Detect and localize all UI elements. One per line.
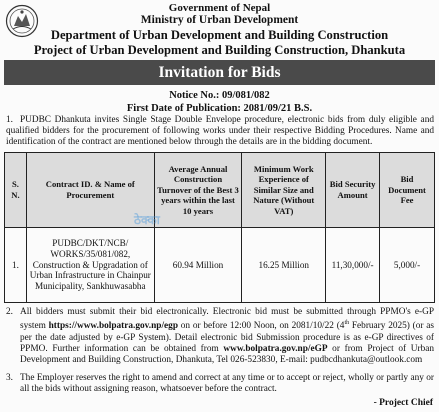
table-header-row	[5, 153, 435, 228]
header-security: Bid Security Amount	[326, 153, 380, 228]
bid-table	[4, 152, 435, 303]
text-part: February 2025) (or as per the date adjusted by e-GP System). Detail electronic bid Submission procedure is as e-GP directives of PPMO. Further information can be obtained from	[20, 321, 434, 354]
cell-security: 11,30,000/-	[326, 228, 380, 303]
paragraph-3	[6, 373, 434, 395]
paragraph-number: 3.	[6, 373, 13, 383]
project-title: Project of Urban Development and Building Construction, Dhankuta	[33, 43, 406, 57]
publication-date: First Date of Publication: 2081/09/21 B.S.	[126, 103, 313, 114]
ministry-title: Ministry of Urban Development	[140, 14, 299, 26]
cell-turnover: 60.94 Million	[154, 228, 242, 303]
cell-sn: 1.	[5, 228, 27, 303]
header-fee: Bid Document Fee	[380, 153, 435, 228]
cell-fee: 5,000/-	[380, 228, 435, 303]
paragraph-text	[6, 307, 434, 366]
egp-link[interactable]: https://www.bolpatra.gov.np/egp	[48, 321, 179, 332]
table-row	[5, 228, 435, 303]
signature: - Project Chief	[373, 398, 433, 408]
notice-number: Notice No.: 09/081/082	[169, 90, 270, 101]
paragraph-1	[6, 115, 434, 149]
superscript: th	[344, 320, 350, 327]
text-part: on or before 12:00 Noon, on 2081/10/22 (4	[178, 321, 345, 332]
text-part: All bidders must submit their bid electronically. Electronic bid must be submitted through PPMO's e-GP system	[20, 307, 434, 332]
cell-experience: 16.25 Million	[242, 228, 326, 303]
header-turnover: Average Annual Construction Turnover of the Best 3 years within the last 10 years	[154, 153, 242, 228]
text-part: or from Project of Urban Development and Building Construction, Dhankuta, Tel 026-523830, E-mail: pudbcdhankuta@outlook.com	[20, 343, 435, 365]
header-sn: S. N.	[5, 153, 27, 228]
invitation-banner: Invitation for Bids	[4, 60, 435, 85]
paragraph-text: The Employer reserves the right to amend and correct at any time or to accept or reject, wholly or partly any or all the bids without assigning reason, whatsoever before the contract.	[20, 373, 434, 395]
watermark-logo: ठेक्का	[134, 213, 160, 227]
paragraph-text: PUDBC Dhankuta invites Single Stage Double Envelope procedure, electronic bids from duly eligible and qualified bidders for the procurement of following works under their respective Bidding Procedures. Name and identification of the contract are mentioned below through the details are in the bidding document.	[6, 115, 434, 148]
government-title: Government of Nepal	[168, 2, 271, 14]
header-contract: Contract ID. & Name of Procurement	[26, 153, 154, 228]
department-title: Department of Urban Development and Building Construction	[50, 28, 389, 42]
paragraph-number: 1.	[6, 115, 13, 125]
cell-contract: PUDBC/DKT/NCB/ WORKS/35/081/082, Construction & Upgradation of Urban Infrastructure in Chainpur Municipality, Sankhuwasabha	[26, 228, 154, 303]
paragraph-number: 2.	[6, 307, 13, 317]
bolpatra-link[interactable]: www.bolpatra.gov.np/eGP	[223, 343, 328, 354]
header-experience: Minimum Work Experience of Similar Size and Nature (Without VAT)	[242, 153, 326, 228]
paragraph-2	[6, 307, 434, 366]
